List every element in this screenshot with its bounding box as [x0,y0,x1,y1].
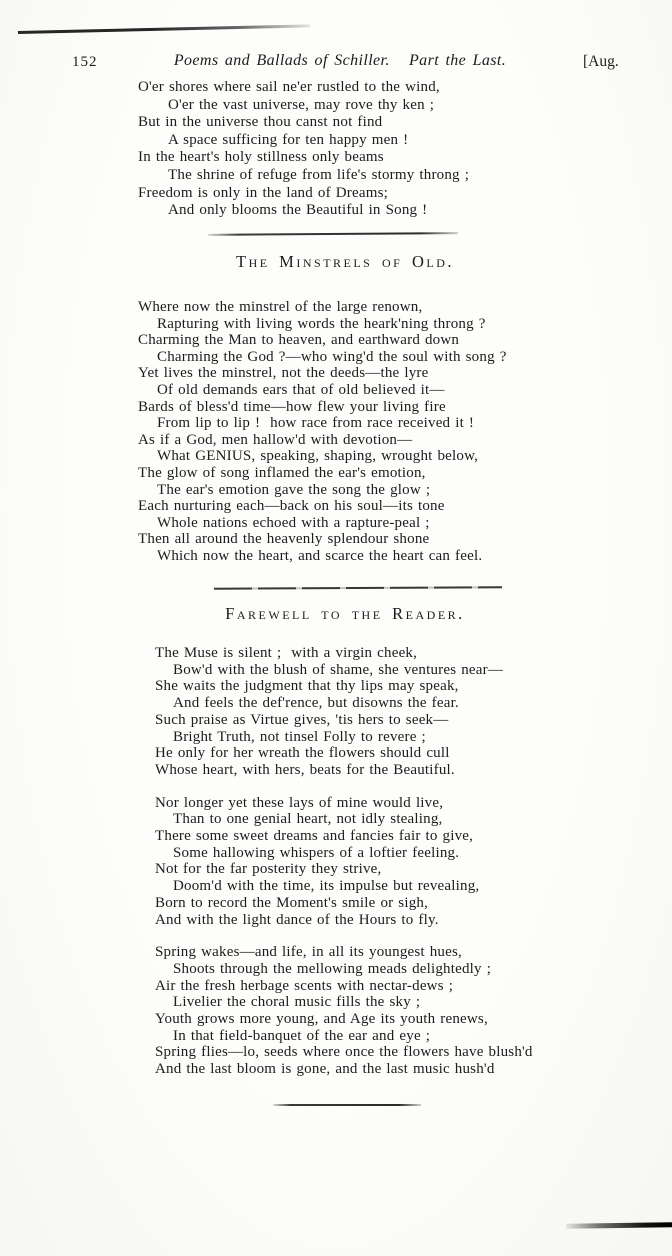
poem-line: Spring flies—lo, seeds where once the flowers have blush'd [155,1044,533,1061]
stanza [155,944,533,1078]
poem-line: Charming the Man to heaven, and earthward down [138,332,460,349]
stanza [138,79,469,220]
poem-line: Spring wakes—and life, in all its youngest hues, [155,944,462,961]
stanza [155,795,533,929]
poem-line: Bards of bless'd time—how flew your living fire [138,398,446,415]
poem-line: O'er the vast universe, may rove thy ken ; [168,96,435,113]
scan-artifact [566,1222,672,1228]
section-divider [273,1104,421,1106]
poem-line: Rapturing with living words the heark'ning throng ? [157,315,486,332]
section-divider [208,232,458,236]
poem-line: The ear's emotion gave the song the glow ; [157,481,431,498]
poem-line: Yet lives the minstrel, not the deeds—the lyre [138,365,429,382]
poem-line: Each nurturing each—back on his soul—its tone [138,498,445,515]
poem-line: Shoots through the mellowing meads delightedly ; [173,960,492,977]
poem-line: Where now the minstrel of the large renown, [138,299,423,315]
page-header [0,52,672,74]
poem-line: Freedom is only in the land of Dreams; [138,184,388,201]
poem-line: O'er shores where sail ne'er rustled to the wind, [138,79,440,95]
poem-line: Air the fresh herbage scents with nectar-dews ; [155,977,454,994]
poem-line: Which now the heart, and scarce the heart can feel. [157,547,483,564]
poem-line: As if a God, men hallow'd with devotion— [138,431,413,448]
poem-line: Charming the God ?—who wing'd the soul with song ? [157,348,507,365]
poem-line: Bright Truth, not tinsel Folly to revere ; [173,728,426,745]
poem-line: There some sweet dreams and fancies fair to give, [155,828,474,845]
poem-line: And with the light dance of the Hours to fly. [155,911,439,928]
poem-line: Such praise as Virtue gives, 'tis hers to seek— [155,711,449,728]
poem-line: Then all around the heavenly splendour shone [138,531,430,548]
poem-line: And the last bloom is gone, and the last music hush'd [155,1061,495,1078]
poem-line: Not for the far posterity they strive, [155,861,382,878]
poem-heading: The Minstrels of Old. [235,252,454,271]
poem-line: Whole nations echoed with a rapture-peal ; [157,514,430,531]
poem-line: In that field-banquet of the ear and eye ; [173,1027,431,1044]
poem-line: Livelier the choral music fills the sky ; [173,994,421,1011]
poem-line: Doom'd with the time, its impulse but revealing, [173,878,480,895]
poem-line: Born to record the Moment's smile or sigh, [155,894,429,911]
poem-continuation [138,79,469,220]
poem-line: And only blooms the Beautiful in Song ! [168,202,428,219]
poem-line: She waits the judgment that thy lips may speak, [155,678,459,695]
poem-line: The Muse is silent ; with a virgin cheek, [155,645,418,661]
poem-line: In the heart's holy stillness only beams [138,149,384,166]
poem-minstrels-of-old [138,299,507,565]
page-number: 152 [72,54,98,70]
poem-line: The shrine of refuge from life's stormy throng ; [168,166,470,183]
poem-line: Bow'd with the blush of shame, she ventures near— [173,661,504,678]
section-divider [214,586,502,590]
poem-line: Whose heart, with hers, beats for the Beautiful. [155,761,455,778]
poem-line: What GENIUS, speaking, shaping, wrought below, [157,448,479,465]
poem-line: Than to one genial heart, not idly stealing, [173,811,443,828]
poem-line: Youth grows more young, and Age its youth renews, [155,1011,488,1028]
header-rule [18,24,310,34]
poem-heading: Farewell to the Reader. [225,604,465,623]
poem-line: From lip to lip ! how race from race received it ! [157,415,475,432]
poem-line: Nor longer yet these lays of mine would live, [155,794,444,811]
poem-line: Of old demands ears that of old believed it— [157,381,445,398]
poem-line: And feels the def'rence, but disowns the fear. [173,695,459,712]
issue-month: [Aug. [583,53,619,70]
stanza [155,645,533,779]
running-title: Poems and Ballads of Schiller. Part the Last. [173,52,507,69]
stanza [138,299,507,565]
poem-line: A space sufficing for ten happy men ! [168,131,409,148]
poem-line: But in the universe thou canst not find [138,114,383,131]
poem-line: The glow of song inflamed the ear's emotion, [138,464,426,481]
poem-line: He only for her wreath the flowers should cull [155,745,450,762]
poem-farewell-to-the-reader [155,645,533,1078]
poem-line: Some hallowing whispers of a loftier feeling. [173,844,460,861]
